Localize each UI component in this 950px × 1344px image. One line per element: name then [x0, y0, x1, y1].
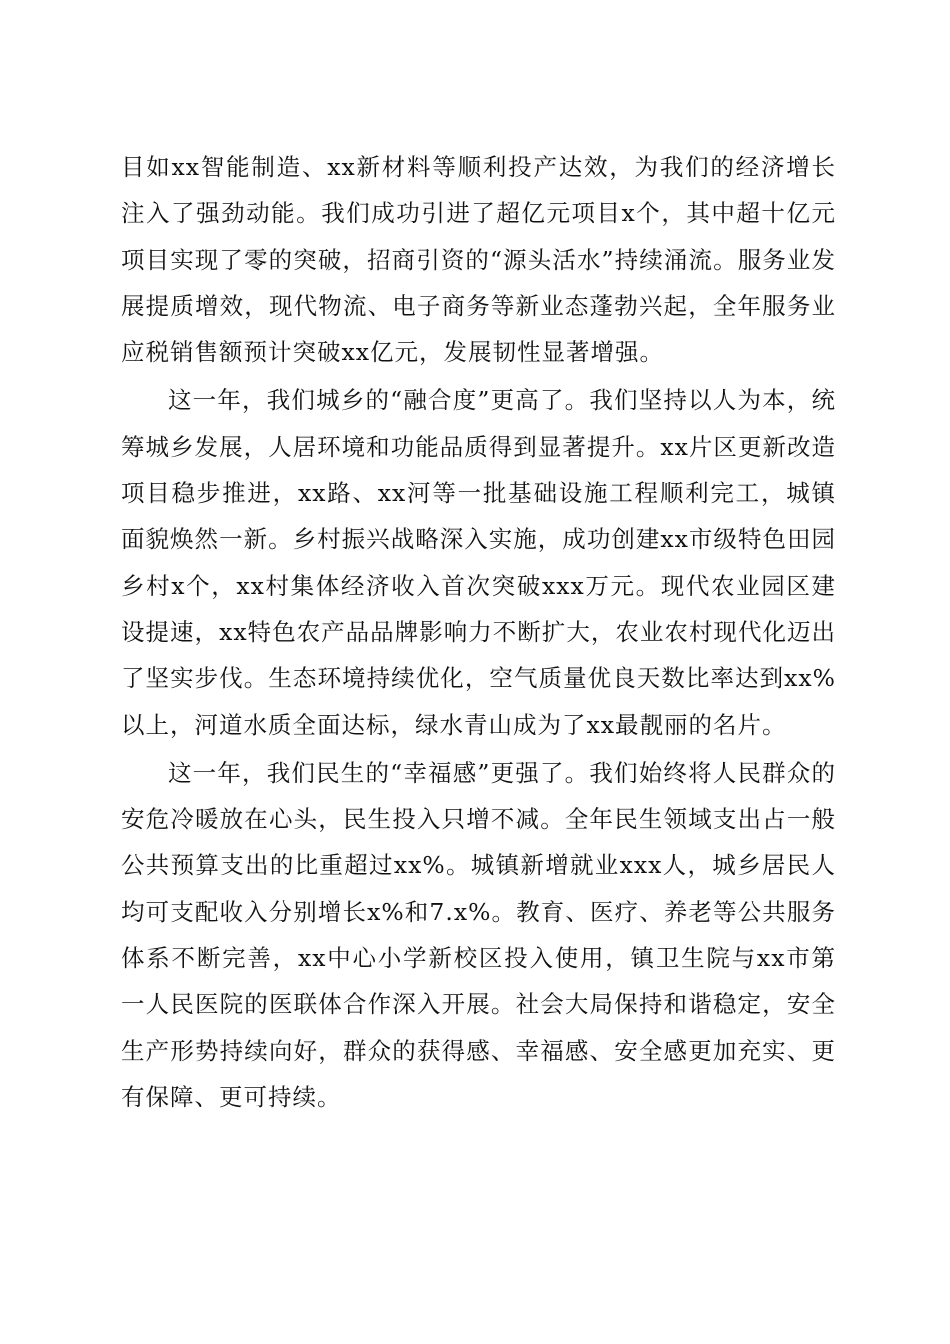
paragraph-urban-rural: 这一年，我们城乡的“融合度”更高了。我们坚持以人为本，统筹城乡发展，人居环境和功能品质得到显著提升。xx片区更新改造项目稳步推进，xx路、xx河等一批基础设施工程顺利完工，城镇面貌焕然一新。乡村振兴战略深入实施，成功创建xx市级特色田园乡村x个，xx村集体经济收入首次突破xxx万元。现代农业园区建设提速，xx特色农产品品牌影响力不断扩大，农业农村现代化迈出了坚实步伐。生态环境持续优化，空气质量优良天数比率达到xx%以上，河道水质全面达标，绿水青山成为了xx最靓丽的名片。	[121, 386, 836, 739]
document-body	[121, 144, 836, 1122]
paragraph-livelihood: 这一年，我们民生的“幸福感”更强了。我们始终将人民群众的安危冷暖放在心头，民生投入只增不减。全年民生领域支出占一般公共预算支出的比重超过xx%。城镇新增就业xxx人，城乡居民人均可支配收入分别增长x%和7.x%。教育、医疗、养老等公共服务体系不断完善，xx中心小学新校区投入使用，镇卫生院与xx市第一人民医院的医联体合作深入开展。社会大局保持和谐稳定，安全生产形势持续向好，群众的获得感、幸福感、安全感更加充实、更有保障、更可持续。	[121, 758, 836, 1111]
paragraph-economy-continued: 目如xx智能制造、xx新材料等顺利投产达效，为我们的经济增长注入了强劲动能。我们成功引进了超亿元项目x个，其中超十亿元项目实现了零的突破，招商引资的“源头活水”持续涌流。服务业发展提质增效，现代物流、电子商务等新业态蓬勃兴起，全年服务业应税销售额预计突破xx亿元，发展韧性显著增强。	[121, 153, 836, 367]
